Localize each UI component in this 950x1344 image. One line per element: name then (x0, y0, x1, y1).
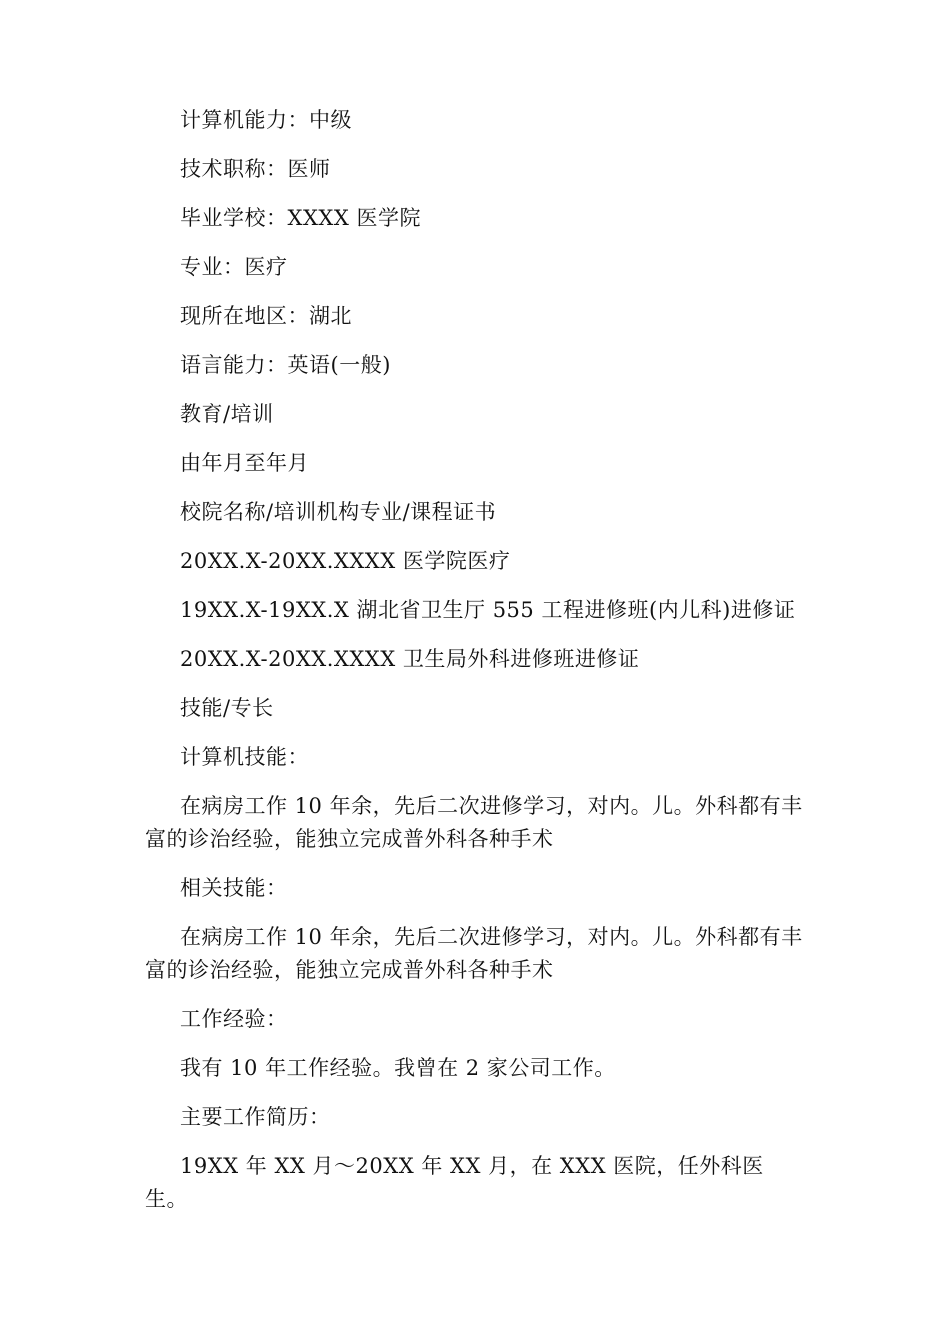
computer-skills-text: 在病房工作 10 年余，先后二次进修学习，对内。儿。外科都有丰富的诊治经验，能独立完成普外科各种手术 (145, 794, 803, 851)
education-training-heading: 教育/培训 (180, 402, 274, 426)
technical-title-line: 技术职称：医师 (180, 157, 331, 181)
education-entry-2: 19XX.X-19XX.X 湖北省卫生厅 555 工程进修班(内儿科)进修证 (180, 598, 796, 622)
current-region-line: 现所在地区：湖北 (180, 304, 352, 328)
work-history-label: 主要工作简历： (180, 1105, 331, 1129)
education-entry-3: 20XX.X-20XX.XXXX 卫生局外科进修班进修证 (180, 647, 640, 671)
graduate-school-line: 毕业学校：XXXX 医学院 (180, 206, 421, 230)
skills-heading: 技能/专长 (180, 696, 274, 720)
education-entry-1: 20XX.X-20XX.XXXX 医学院医疗 (180, 549, 511, 573)
language-ability-line: 语言能力：英语(一般) (180, 353, 391, 377)
document-body (145, 104, 805, 1232)
computer-skills-label: 计算机技能： (180, 745, 309, 769)
computer-ability-line: 计算机能力：中级 (180, 108, 352, 132)
major-line: 专业：医疗 (180, 255, 288, 279)
work-history-entry: 19XX 年 XX 月～20XX 年 XX 月，在 XXX 医院，任外科医生。 (145, 1154, 764, 1211)
related-skills-text: 在病房工作 10 年余，先后二次进修学习，对内。儿。外科都有丰富的诊治经验，能独立完成普外科各种手术 (145, 925, 803, 982)
institution-header: 校院名称/培训机构专业/课程证书 (180, 500, 497, 524)
work-experience-label: 工作经验： (180, 1007, 288, 1031)
date-range-header: 由年月至年月 (180, 451, 309, 475)
work-experience-text: 我有 10 年工作经验。我曾在 2 家公司工作。 (180, 1056, 616, 1080)
related-skills-label: 相关技能： (180, 876, 288, 900)
